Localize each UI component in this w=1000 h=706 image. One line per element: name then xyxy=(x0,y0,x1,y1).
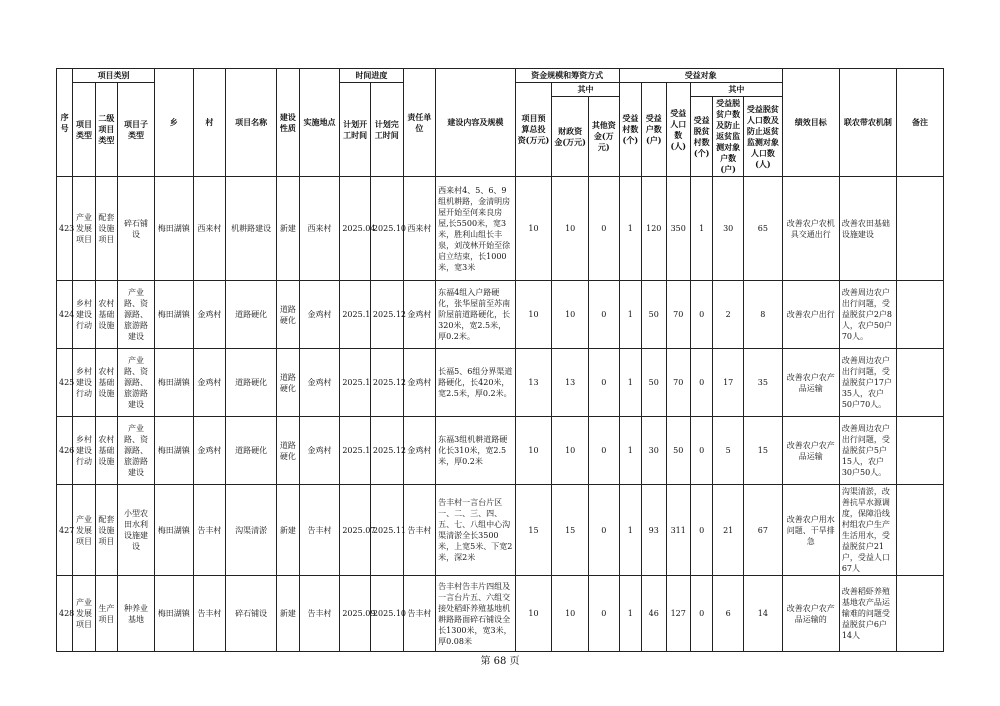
cell-link: 改善周边农户出行问题，受益脱贫户17户35人，农户50户70人。 xyxy=(839,349,896,417)
cell-place: 告丰村 xyxy=(299,576,340,652)
cell-link: 改善稻虾养殖基地农产品运输难的问题受益脱贫户6户14人 xyxy=(839,576,896,652)
cell-type: 乡村建设行动 xyxy=(73,281,95,349)
cell-nature: 新建 xyxy=(277,177,299,281)
cell-type2: 农村基础设施 xyxy=(95,417,117,485)
cell-place: 金鸡村 xyxy=(299,417,340,485)
cell-pop: 350 xyxy=(666,177,690,281)
cell-total: 10 xyxy=(515,576,552,652)
cell-start: 2025.1 xyxy=(340,417,371,485)
cell-phh: 30 xyxy=(713,177,744,281)
header-benefit-households: 受益户数(户) xyxy=(642,83,666,177)
cell-name: 碎石铺设 xyxy=(226,576,277,652)
cell-town: 梅田湖镇 xyxy=(154,485,193,576)
cell-other: 0 xyxy=(589,485,620,576)
header-resp-unit: 责任单位 xyxy=(403,69,436,177)
cell-goal: 改善农户出行 xyxy=(782,281,839,349)
cell-goal: 改善农户农机具交通出行 xyxy=(782,177,839,281)
cell-total: 10 xyxy=(515,417,552,485)
cell-other: 0 xyxy=(589,576,620,652)
cell-end: 2025.12 xyxy=(370,281,403,349)
cell-start: 2025.1 xyxy=(340,349,371,417)
cell-pop: 127 xyxy=(666,576,690,652)
cell-start: 2025.07 xyxy=(340,485,371,576)
header-village: 村 xyxy=(193,69,226,177)
cell-hh: 120 xyxy=(642,177,666,281)
cell-nature: 道路硬化 xyxy=(277,281,299,349)
cell-ppop: 15 xyxy=(743,417,782,485)
cell-pop: 70 xyxy=(666,349,690,417)
header-project-name: 项目名称 xyxy=(226,69,277,177)
cell-total: 10 xyxy=(515,177,552,281)
cell-village: 西来村 xyxy=(193,177,226,281)
cell-type: 产业发展项目 xyxy=(73,177,95,281)
cell-fiscal: 10 xyxy=(552,281,589,349)
header-poor-villages: 受益脱贫村数(个) xyxy=(690,97,712,177)
cell-unit: 金鸡村 xyxy=(403,281,436,349)
table-row xyxy=(57,417,944,485)
header-funding-among: 其中 xyxy=(552,83,619,97)
cell-village: 金鸡村 xyxy=(193,417,226,485)
cell-phh: 17 xyxy=(713,349,744,417)
cell-seq: 426 xyxy=(57,417,73,485)
header-location: 实施地点 xyxy=(299,69,340,177)
header-proj-subtype: 项目子类型 xyxy=(118,83,155,177)
page-number: 第 68 页 xyxy=(480,656,520,667)
cell-content: 西来村4、5、6、9组机耕路，金清明房屋开始至何来良房屋,长5500米，宽3米，胜利山组长丰泉，刘茂林开始至徐启立结束，长1000米，宽3米 xyxy=(436,177,516,281)
cell-ppop: 14 xyxy=(743,576,782,652)
cell-end: 2025.11 xyxy=(370,485,403,576)
cell-ppop: 67 xyxy=(743,485,782,576)
cell-town: 梅田湖镇 xyxy=(154,177,193,281)
cell-goal: 改善农户农产品运输 xyxy=(782,349,839,417)
cell-link: 改善周边农户出行问题，受益脱贫户2户8人，农户50户70人。 xyxy=(839,281,896,349)
cell-hh: 93 xyxy=(642,485,666,576)
cell-vil: 1 xyxy=(619,177,641,281)
header-poor-households: 受益脱贫户数及防止返贫监测对象户数(户) xyxy=(713,97,744,177)
cell-content: 东福4组入户路硬化，张华屋前至苏南阶屋前道路硬化，长320米，宽2.5米，厚0.2米。 xyxy=(436,281,516,349)
cell-remark xyxy=(896,177,943,281)
cell-type2: 生产项目 xyxy=(95,576,117,652)
cell-remark xyxy=(896,417,943,485)
cell-vil: 1 xyxy=(619,281,641,349)
cell-type2: 配套设施项目 xyxy=(95,485,117,576)
cell-other: 0 xyxy=(589,417,620,485)
cell-town: 梅田湖镇 xyxy=(154,576,193,652)
header-benefit-villages: 受益村数(个) xyxy=(619,83,641,177)
cell-subtype: 产业路、资源路、旅游路建设 xyxy=(118,417,155,485)
cell-vil: 1 xyxy=(619,349,641,417)
cell-other: 0 xyxy=(589,177,620,281)
cell-unit: 金鸡村 xyxy=(403,349,436,417)
header-goal: 绩效目标 xyxy=(782,69,839,177)
cell-fiscal: 13 xyxy=(552,349,589,417)
cell-village: 告丰村 xyxy=(193,576,226,652)
cell-type2: 配套设施项目 xyxy=(95,177,117,281)
cell-pvil: 0 xyxy=(690,576,712,652)
cell-phh: 21 xyxy=(713,485,744,576)
cell-goal: 改善农户农产品运输的 xyxy=(782,576,839,652)
cell-vil: 1 xyxy=(619,576,641,652)
cell-fiscal: 10 xyxy=(552,576,589,652)
cell-end: 2025.10 xyxy=(370,177,403,281)
project-table xyxy=(56,68,944,652)
cell-vil: 1 xyxy=(619,485,641,576)
cell-content: 东福3组机耕道路硬化长310米，宽2.5米，厚0.2米 xyxy=(436,417,516,485)
cell-type: 乡村建设行动 xyxy=(73,349,95,417)
cell-hh: 46 xyxy=(642,576,666,652)
cell-type: 产业发展项目 xyxy=(73,485,95,576)
cell-remark xyxy=(896,576,943,652)
cell-name: 道路硬化 xyxy=(226,349,277,417)
cell-fiscal: 10 xyxy=(552,177,589,281)
cell-nature: 道路硬化 xyxy=(277,417,299,485)
cell-pop: 70 xyxy=(666,281,690,349)
header-remark: 备注 xyxy=(896,69,943,177)
cell-unit: 告丰村 xyxy=(403,576,436,652)
header-fiscal: 财政资金(万元) xyxy=(552,97,589,177)
cell-unit: 西来村 xyxy=(403,177,436,281)
table-row xyxy=(57,177,944,281)
cell-other: 0 xyxy=(589,281,620,349)
header-plan-end: 计划完工时间 xyxy=(370,83,403,177)
cell-content: 告丰村一言台片区一、二、三、四、五、七、八组中心沟渠清淤全长3500米，上宽5米、下宽2米，深2米 xyxy=(436,485,516,576)
cell-place: 金鸡村 xyxy=(299,281,340,349)
cell-place: 金鸡村 xyxy=(299,349,340,417)
cell-content: 告丰村告丰片四组及一言台片五、六组交接处稻虾养殖基地机耕路路面碎石铺设全长1300米，宽3米，厚0.08米 xyxy=(436,576,516,652)
header-build-nature: 建设性质 xyxy=(277,69,299,177)
header-group-schedule: 时间进度 xyxy=(340,69,403,83)
header-linkage: 联农带农机制 xyxy=(839,69,896,177)
header-beneficiaries-among: 其中 xyxy=(690,83,782,97)
cell-place: 西来村 xyxy=(299,177,340,281)
header-other-funds: 其他资金(万元) xyxy=(589,97,620,177)
header-township: 乡 xyxy=(154,69,193,177)
header-poor-population: 受益脱贫人口数及防止返贫监测对象人口数(人) xyxy=(743,97,782,177)
cell-place: 告丰村 xyxy=(299,485,340,576)
cell-type: 乡村建设行动 xyxy=(73,417,95,485)
cell-end: 2025.10 xyxy=(370,576,403,652)
header-seq: 序号 xyxy=(57,69,73,177)
cell-start: 2025.09 xyxy=(340,576,371,652)
cell-subtype: 产业路、资源路、旅游路建设 xyxy=(118,281,155,349)
cell-hh: 30 xyxy=(642,417,666,485)
cell-vil: 1 xyxy=(619,417,641,485)
cell-hh: 50 xyxy=(642,281,666,349)
cell-end: 2025.12 xyxy=(370,349,403,417)
header-group-funding: 资金规模和筹资方式 xyxy=(515,69,619,83)
cell-seq: 427 xyxy=(57,485,73,576)
cell-type2: 农村基础设施 xyxy=(95,349,117,417)
cell-total: 15 xyxy=(515,485,552,576)
cell-total: 13 xyxy=(515,349,552,417)
cell-type: 产业发展项目 xyxy=(73,576,95,652)
cell-other: 0 xyxy=(589,349,620,417)
cell-name: 道路硬化 xyxy=(226,417,277,485)
cell-goal: 改善农户农产品运输 xyxy=(782,417,839,485)
cell-name: 道路硬化 xyxy=(226,281,277,349)
cell-subtype: 碎石铺设 xyxy=(118,177,155,281)
cell-total: 10 xyxy=(515,281,552,349)
cell-seq: 425 xyxy=(57,349,73,417)
table-row xyxy=(57,576,944,652)
cell-town: 梅田湖镇 xyxy=(154,349,193,417)
cell-village: 告丰村 xyxy=(193,485,226,576)
cell-type2: 农村基础设施 xyxy=(95,281,117,349)
cell-content: 长福5、6组分界渠道路硬化，长420米，宽2.5米，厚0.2米。 xyxy=(436,349,516,417)
cell-start: 2025.04 xyxy=(340,177,371,281)
cell-nature: 新建 xyxy=(277,485,299,576)
cell-pvil: 0 xyxy=(690,349,712,417)
header-group-category: 项目类别 xyxy=(73,69,155,83)
cell-remark xyxy=(896,349,943,417)
cell-remark xyxy=(896,485,943,576)
cell-unit: 告丰村 xyxy=(403,485,436,576)
cell-village: 金鸡村 xyxy=(193,281,226,349)
cell-remark xyxy=(896,281,943,349)
cell-seq: 423 xyxy=(57,177,73,281)
table-row xyxy=(57,349,944,417)
header-sub-type2: 二级项目类型 xyxy=(95,83,117,177)
cell-unit: 金鸡村 xyxy=(403,417,436,485)
cell-ppop: 35 xyxy=(743,349,782,417)
cell-pop: 311 xyxy=(666,485,690,576)
cell-town: 梅田湖镇 xyxy=(154,281,193,349)
header-proj-type: 项目类型 xyxy=(73,83,95,177)
cell-link: 改善农田基础设施建设 xyxy=(839,177,896,281)
header-total-invest: 项目预算总投资(万元) xyxy=(515,83,552,177)
cell-goal: 改善农户用水问题、干旱排急 xyxy=(782,485,839,576)
cell-subtype: 种养业基地 xyxy=(118,576,155,652)
cell-nature: 道路硬化 xyxy=(277,349,299,417)
cell-ppop: 8 xyxy=(743,281,782,349)
cell-phh: 2 xyxy=(713,281,744,349)
cell-ppop: 65 xyxy=(743,177,782,281)
header-benefit-population: 受益人口数(人) xyxy=(666,83,690,177)
cell-name: 机耕路建设 xyxy=(226,177,277,281)
table-row xyxy=(57,485,944,576)
cell-village: 金鸡村 xyxy=(193,349,226,417)
cell-name: 沟渠清淤 xyxy=(226,485,277,576)
header-content: 建设内容及规模 xyxy=(436,69,516,177)
cell-pvil: 0 xyxy=(690,485,712,576)
header-group-beneficiaries: 受益对象 xyxy=(619,69,782,83)
cell-pvil: 0 xyxy=(690,417,712,485)
cell-nature: 新建 xyxy=(277,576,299,652)
cell-phh: 5 xyxy=(713,417,744,485)
cell-seq: 424 xyxy=(57,281,73,349)
header-plan-start: 计划开工时间 xyxy=(340,83,371,177)
cell-hh: 50 xyxy=(642,349,666,417)
cell-pvil: 0 xyxy=(690,281,712,349)
cell-link: 改善周边农户出行问题，受益脱贫户5户15人，农户30户50人。 xyxy=(839,417,896,485)
cell-pvil: 1 xyxy=(690,177,712,281)
cell-town: 梅田湖镇 xyxy=(154,417,193,485)
cell-subtype: 小型农田水利设施建设 xyxy=(118,485,155,576)
cell-seq: 428 xyxy=(57,576,73,652)
cell-pop: 50 xyxy=(666,417,690,485)
cell-fiscal: 10 xyxy=(552,417,589,485)
cell-start: 2025.1 xyxy=(340,281,371,349)
cell-phh: 6 xyxy=(713,576,744,652)
cell-fiscal: 15 xyxy=(552,485,589,576)
cell-subtype: 产业路、资源路、旅游路建设 xyxy=(118,349,155,417)
table-row xyxy=(57,281,944,349)
cell-link: 沟渠清淤，改善抗旱水源调度，保障沿线村组农户生产生活用水，受益脱贫户21户，受益人口67人 xyxy=(839,485,896,576)
cell-end: 2025.12 xyxy=(370,417,403,485)
